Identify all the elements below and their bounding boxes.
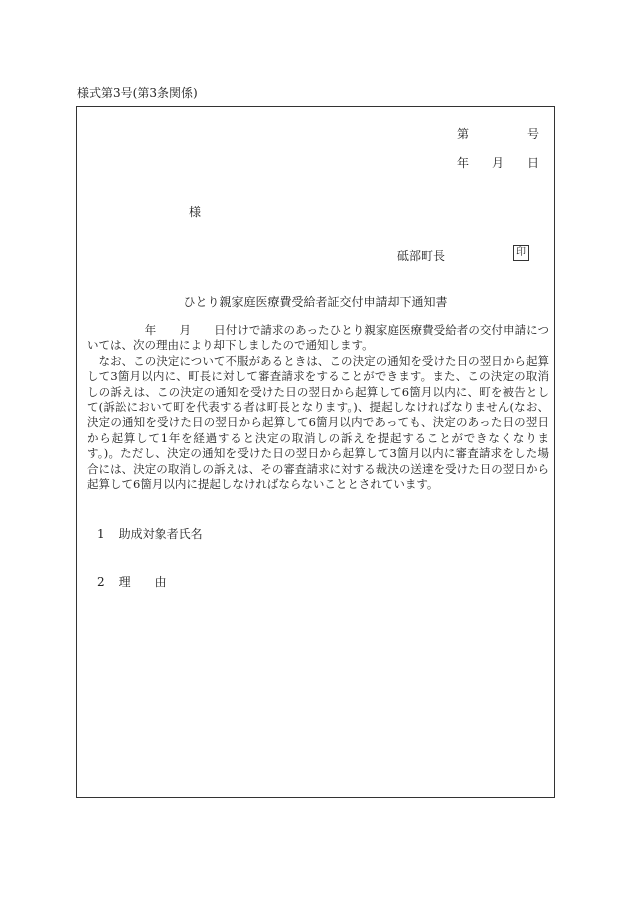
document-title: ひとり親家庭医療費受給者証交付申請却下通知書	[183, 295, 448, 309]
date-year: 年	[457, 156, 470, 170]
number-prefix: 第	[457, 127, 470, 141]
date-month: 月	[492, 156, 505, 170]
addressee-honorific: 様	[189, 205, 202, 219]
sender-title: 砥部町長	[397, 249, 446, 263]
body-paragraph-2: なお、この決定について不服があるときは、この決定の通知を受けた日の翌日から起算して3箇月以内に、町長に対して審査請求をすることができます。また、この決定の取消しの訴えは、この決定の通知を受けた日の翌日から起算して6箇月以内に、町を被告として(訴訟において町を代表する者は町長となります。)、提起しなければなりません(なお、決定の通知を受けた日の翌日から起算して6箇月以内であっても、決定のあった日の翌日から起算して1年を経過すると決定の取消しの訴えを提起することができなくなります。)。ただし、決定の通知を受けた日の翌日から起算して3箇月以内に審査請求をした場合には、決定の取消しの訴えは、その審査請求に対する裁決の送達を受けた日の翌日から起算して6箇月以内に提起しなければならないこととされています。	[87, 353, 549, 492]
notice-body	[87, 323, 549, 492]
item-reason	[97, 573, 167, 590]
number-suffix: 号	[527, 127, 540, 141]
item-number: 2	[97, 575, 105, 589]
seal-mark: 印	[513, 245, 529, 261]
item-number: 1	[97, 527, 105, 541]
item-label: 助成対象者氏名	[118, 527, 203, 541]
notice-form-frame	[76, 106, 555, 798]
form-number-label: 様式第3号(第3条関係)	[77, 86, 198, 100]
date-day: 日	[527, 156, 540, 170]
item-recipient-name	[97, 525, 203, 542]
item-label: 理 由	[118, 575, 167, 589]
body-paragraph-1: 年 月 日付けで請求のあったひとり親家庭医療費受給者の交付申請については、次の理由により却下しましたので通知します。	[87, 323, 549, 353]
